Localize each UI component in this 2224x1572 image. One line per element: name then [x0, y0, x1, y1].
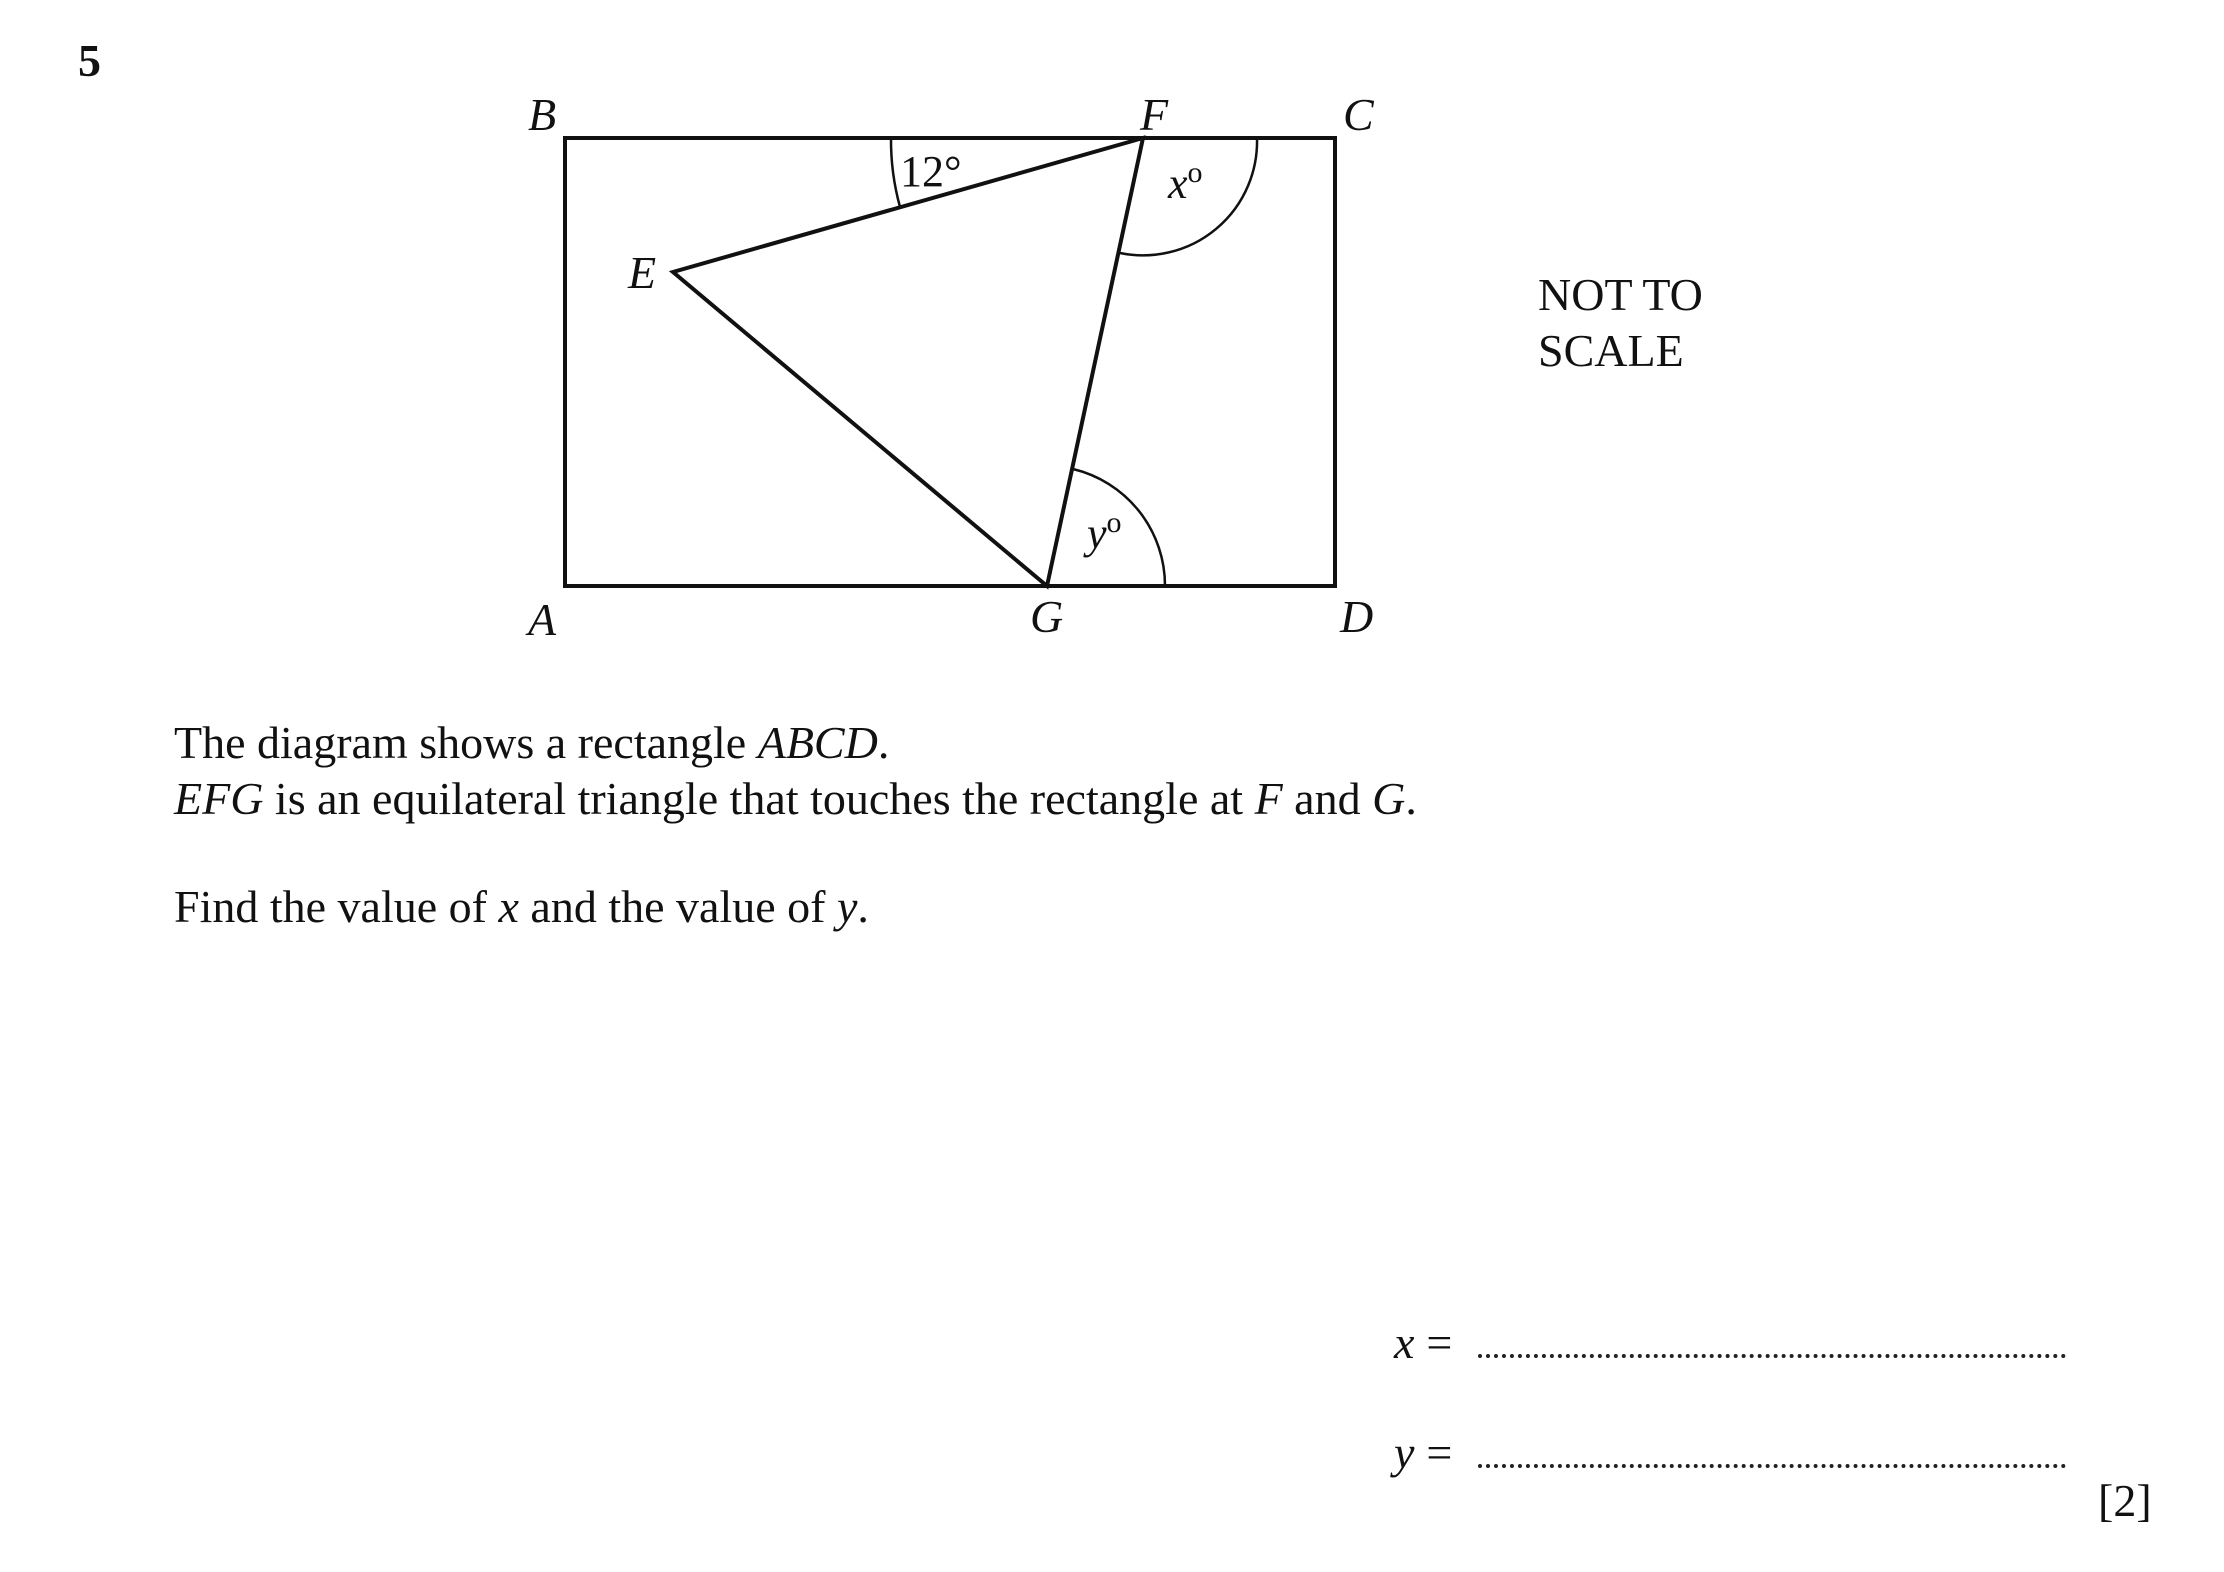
vertex-label-g: G — [1030, 591, 1064, 642]
geometry-diagram — [0, 0, 2224, 680]
answer-field-y[interactable] — [1478, 1442, 2066, 1468]
answer-label-y: y — [1394, 1427, 1415, 1478]
vertex-label-f: F — [1140, 89, 1169, 140]
not-to-scale-line1: NOT TO — [1538, 269, 1703, 320]
answer-row-y — [1394, 1427, 2066, 1478]
angle-degree-x: o — [1187, 156, 1203, 189]
vertex-label-e: E — [628, 247, 657, 298]
answer-field-x[interactable] — [1478, 1332, 2066, 1358]
answer-label-x: x — [1394, 1317, 1415, 1368]
question-line-2: EFG is an equilateral triangle that touches the rectangle at F and G. — [174, 773, 1417, 824]
angle-var-x: x — [1168, 159, 1188, 208]
marks-indicator: [2] — [2098, 1475, 2152, 1526]
not-to-scale-line2: SCALE — [1538, 325, 1684, 376]
vertex-label-a: A — [528, 594, 557, 645]
question-instruction: Find the value of x and the value of y. — [174, 881, 869, 932]
angle-arc-12 — [891, 138, 900, 207]
vertex-label-c: C — [1343, 89, 1374, 140]
question-number: 5 — [78, 35, 101, 86]
angle-degree-y: o — [1106, 506, 1122, 539]
answer-row-x — [1394, 1317, 2066, 1368]
angle-label-12: 12° — [900, 147, 962, 196]
angle-var-y: y — [1087, 509, 1107, 558]
vertex-label-d: D — [1340, 591, 1374, 642]
question-text — [174, 715, 1417, 935]
answer-equals-y: = — [1426, 1427, 1453, 1478]
angle-label-x — [1167, 156, 1203, 208]
answer-equals-x: = — [1426, 1317, 1453, 1368]
vertex-label-b: B — [528, 89, 557, 140]
triangle-efg — [673, 138, 1143, 586]
angle-label-y — [1083, 506, 1122, 558]
question-line-1: The diagram shows a rectangle ABCD. — [174, 717, 890, 768]
rectangle-abcd — [565, 138, 1335, 586]
